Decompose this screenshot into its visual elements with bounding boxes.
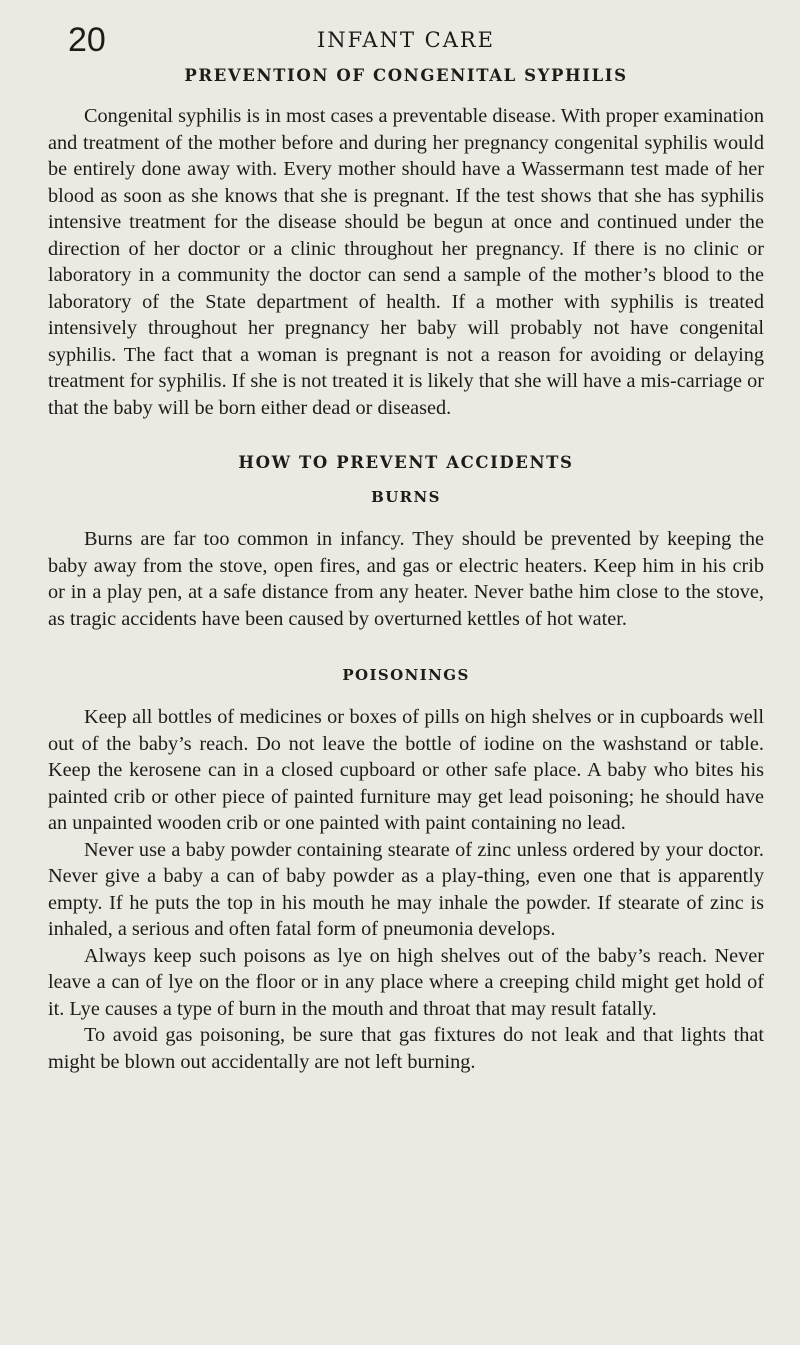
paragraph-syphilis: Congenital syphilis is in most cases a preventable disease. With proper examination and treatment of the mother before and during her pregnancy congenital syphilis would be entirely done away with. Every mother should have a Wassermann test made of her blood as soon as she knows that she is pregnant. If the test shows that she has syphilis intensive treatment for the disease should be begun at once and continued under the direction of her doctor or a clinic throughout her pregnancy. If there is no clinic or laboratory in a community the doctor can send a sample of the mother’s blood to the laboratory of the State department of health. If a mother with syphilis is treated intensively throughout her pregnancy her baby will probably not have congenital syphilis. The fact that a woman is pregnant is not a reason for avoiding or delaying treatment for syphilis. If she is not treated it is likely that she will have a mis-carriage or that the baby will be born either dead or diseased. [48,105,764,419]
paragraph-poisonings-1: Keep all bottles of medicines or boxes of pills on high shelves or in cupboards well out of the baby’s reach. Do not leave the bottle of iodine on the washstand or table. Keep the kerosene can in a closed cupboard or other safe place. A baby who bites his painted crib or other piece of painted furniture may get lead poisoning; he should have an unpainted wooden crib or one painted with paint containing no lead. [48,706,764,834]
subheading-burns: BURNS [371,488,441,506]
running-head [48,22,764,58]
paragraph-burns: Burns are far too common in infancy. They should be prevented by keeping the baby away from the stove, open fires, and gas or electric heaters. Keep him in his crib or in a play pen, at a safe distance from any heater. Never bathe him close to the stove, as tragic accidents have been caused by overturned kettles of hot water. [48,528,764,630]
paragraph-poisonings-2: Never use a baby powder containing stearate of zinc unless ordered by your doctor. Never give a baby a can of baby powder as a play-thing, even one that is apparently empty. If he puts the top in his mouth he may inhale the powder. If stearate of zinc is inhaled, a serious and often fatal form of pneumonia develops. [48,838,764,940]
paragraph-poisonings-4: To avoid gas poisoning, be sure that gas fixtures do not leak and that lights that might be blown out accidentally are not left burning. [48,1024,764,1073]
section-heading-accidents: HOW TO PREVENT ACCIDENTS [238,453,574,472]
running-title: INFANT CARE [316,28,495,52]
page-number: 20 [68,21,106,59]
subheading-poisonings: POISONINGS [342,666,470,684]
paragraph-poisonings-3: Always keep such poisons as lye on high shelves out of the baby’s reach. Never leave a can of lye on the floor or in any place where a creeping child might get hold of it. Lye causes a type of burn in the mouth and throat that may result fatally. [48,944,764,1020]
section-heading-syphilis: PREVENTION OF CONGENITAL SYPHILIS [184,66,628,85]
